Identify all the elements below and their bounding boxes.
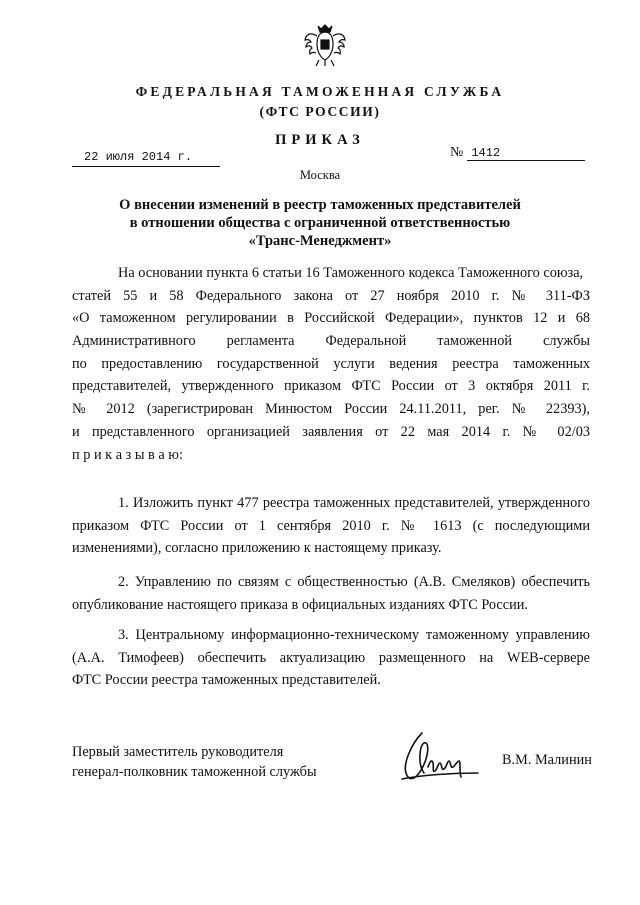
text-line: 2. Управлению по связям с общественностью (А.В. Смеляков) обеспечить [118, 574, 590, 590]
text-line: по предоставлению государственной услуги ведения реестра таможенных [72, 355, 590, 372]
paragraph-item-1 [72, 492, 590, 560]
city: Москва [299, 168, 341, 182]
document-date: 22 июля 2014 г. [72, 150, 220, 167]
text-line: опубликование настоящего приказа в официальных изданиях ФТС России. [72, 596, 528, 613]
title-line: О внесении изменений в реестр таможенных представителей [119, 197, 521, 213]
title-line: в отношении общества с ограниченной ответственностью [129, 215, 511, 231]
text-line: На основании пункта 6 статьи 16 Таможенного кодекса Таможенного союза, [118, 265, 584, 281]
text-line: статей 55 и 58 Федерального закона от 27 ноября 2010 г. № 311-ФЗ [72, 287, 590, 304]
text-line: изменениями), согласно приложению к настоящему приказу. [72, 540, 442, 557]
signatory-name: В.М. Малинин [502, 752, 592, 768]
signatory-title [72, 742, 317, 782]
title-line: «Транс-Менеджмент» [248, 233, 392, 249]
org-name: ФЕДЕРАЛЬНАЯ ТАМОЖЕННАЯ СЛУЖБА [135, 84, 505, 99]
document-number: 1412 [467, 146, 585, 161]
text-line: (А.А. Тимофеев) обеспечить актуализацию размещенного на WEB-сервере [72, 649, 590, 666]
document-number-block [450, 145, 585, 161]
text-line: п р и к а з ы в а ю: [72, 446, 183, 463]
text-line: «О таможенном регулировании в Российской Федерации», пунктов 12 и 68 [72, 310, 590, 327]
paragraph-item-3 [72, 624, 590, 692]
number-label: № [450, 145, 464, 160]
org-short-name: (ФТС РОССИИ) [259, 104, 381, 119]
paragraph-item-2 [72, 571, 590, 616]
text-line: Административного регламента Федеральной таможенной службы [72, 333, 590, 350]
text-line: № 2012 (зарегистрирован Минюстом России 24.11.2011, рег. № 22393), [72, 401, 590, 418]
text-line: приказом ФТС России от 1 сентября 2010 г. № 1613 (с последующими [72, 517, 590, 534]
text-line: представителей, утвержденного приказом ФТС России от 3 октября 2011 г. [72, 378, 590, 395]
text-line: ФТС России реестра таможенных представителей. [72, 672, 381, 689]
text-line: 1. Изложить пункт 477 реестра таможенных представителей, утвержденного [118, 495, 590, 511]
signatory-title-line: Первый заместитель руководителя [72, 744, 284, 760]
signatory-title-line: генерал-полковник таможенной службы [72, 764, 317, 780]
document-title [80, 196, 560, 250]
emblem-icon [304, 22, 346, 68]
text-line: 3. Центральному информационно-техническому таможенному управлению [118, 627, 590, 643]
signature-icon [394, 727, 486, 793]
document-type: ПРИКАЗ [275, 132, 365, 148]
paragraph-basis [72, 262, 590, 466]
text-line: и представленного организацией заявления от 22 мая 2014 г. № 02/03 [72, 423, 590, 440]
